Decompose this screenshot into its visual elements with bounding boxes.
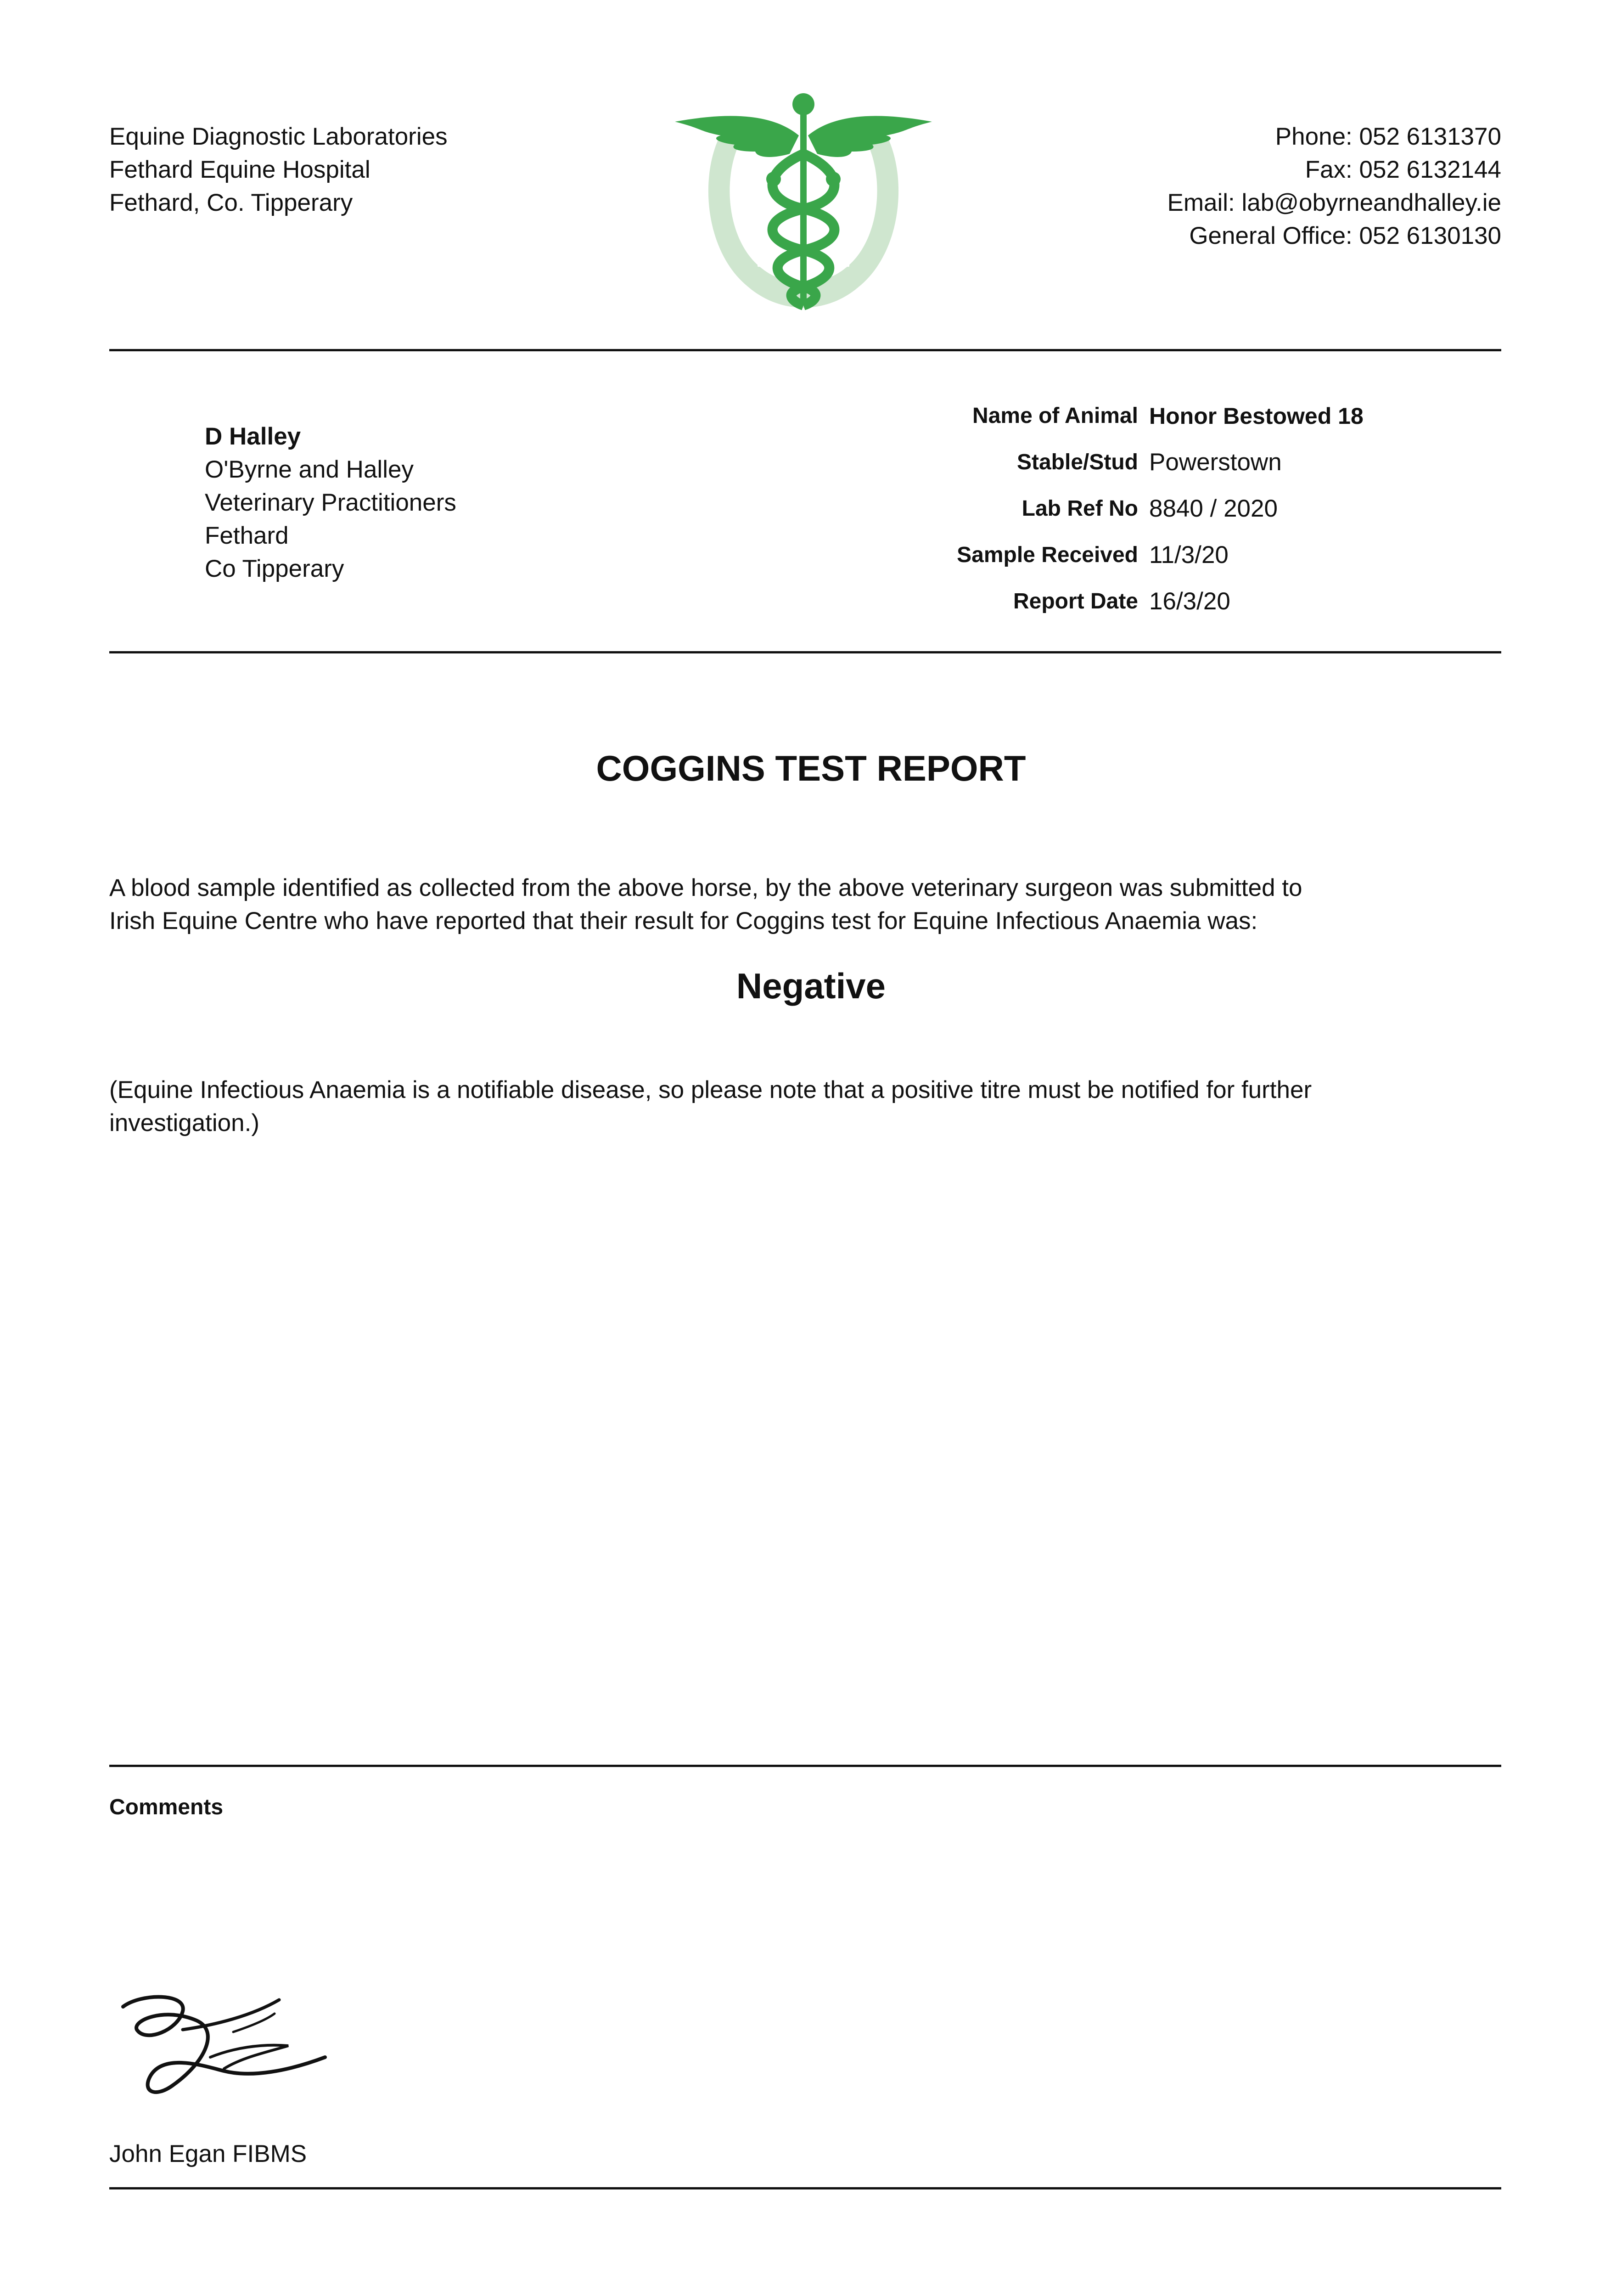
stable-value: Powerstown <box>1149 449 1282 476</box>
recipient-line: O'Byrne and Halley <box>205 456 414 483</box>
lab-name: Equine Diagnostic Laboratories <box>109 123 448 150</box>
report-intro-line: A blood sample identified as collected from the above horse, by the above veterinary surgeon was submitted to <box>109 874 1302 901</box>
detail-label: Lab Ref No <box>1021 496 1138 521</box>
recipient-name: D Halley <box>205 423 301 450</box>
recipient-address <box>205 420 456 585</box>
detail-row-animal-name <box>849 393 1446 439</box>
detail-row-report-date <box>849 578 1446 625</box>
recipient-line: Fethard <box>205 522 289 549</box>
report-intro-line: Irish Equine Centre who have reported that their result for Coggins test for Equine Infectious Anaemia was: <box>109 907 1258 934</box>
detail-label: Report Date <box>1013 589 1138 613</box>
lab-fax: Fax: 052 6132144 <box>1305 156 1501 183</box>
animal-details <box>849 393 1446 625</box>
detail-label: Name of Animal <box>972 404 1138 428</box>
lab-ref-value: 8840 / 2020 <box>1149 495 1278 522</box>
lab-email: Email: lab@obyrneandhalley.ie <box>1167 189 1501 216</box>
lab-hospital: Fethard Equine Hospital <box>109 156 370 183</box>
report-title: COGGINS TEST REPORT <box>596 748 1026 788</box>
details-divider <box>109 651 1501 653</box>
detail-label: Stable/Stud <box>1016 450 1138 474</box>
handwritten-signature-icon <box>114 1988 343 2112</box>
animal-name-value: Honor Bestowed 18 <box>1149 403 1364 429</box>
comments-label: Comments <box>109 1795 224 1819</box>
recipient-line: Co Tipperary <box>205 555 344 582</box>
signer-name: John Egan FIBMS <box>109 2140 307 2167</box>
general-office-phone: General Office: 052 6130130 <box>1189 222 1501 249</box>
report-note <box>109 1074 1505 1140</box>
comments-divider <box>109 1765 1501 1767</box>
sample-received-value: 11/3/20 <box>1149 541 1229 568</box>
lab-phone: Phone: 052 6131370 <box>1275 123 1501 150</box>
lab-location: Fethard, Co. Tipperary <box>109 189 353 216</box>
detail-row-lab-ref <box>849 485 1446 532</box>
header-divider <box>109 349 1501 351</box>
lab-contact <box>1167 120 1501 253</box>
report-intro <box>109 872 1505 938</box>
detail-row-stable <box>849 439 1446 485</box>
lab-address <box>109 120 448 219</box>
footer-divider <box>109 2187 1501 2189</box>
detail-label: Sample Received <box>957 543 1138 567</box>
report-note-line: (Equine Infectious Anaemia is a notifiable disease, so please note that a positive titre must be notified for further <box>109 1076 1312 1103</box>
recipient-line: Veterinary Practitioners <box>205 489 456 516</box>
detail-row-sample-received <box>849 532 1446 578</box>
test-result: Negative <box>736 966 886 1006</box>
caduceus-horseshoe-logo-icon <box>670 85 937 319</box>
report-date-value: 16/3/20 <box>1149 588 1230 615</box>
report-note-line: investigation.) <box>109 1109 260 1137</box>
